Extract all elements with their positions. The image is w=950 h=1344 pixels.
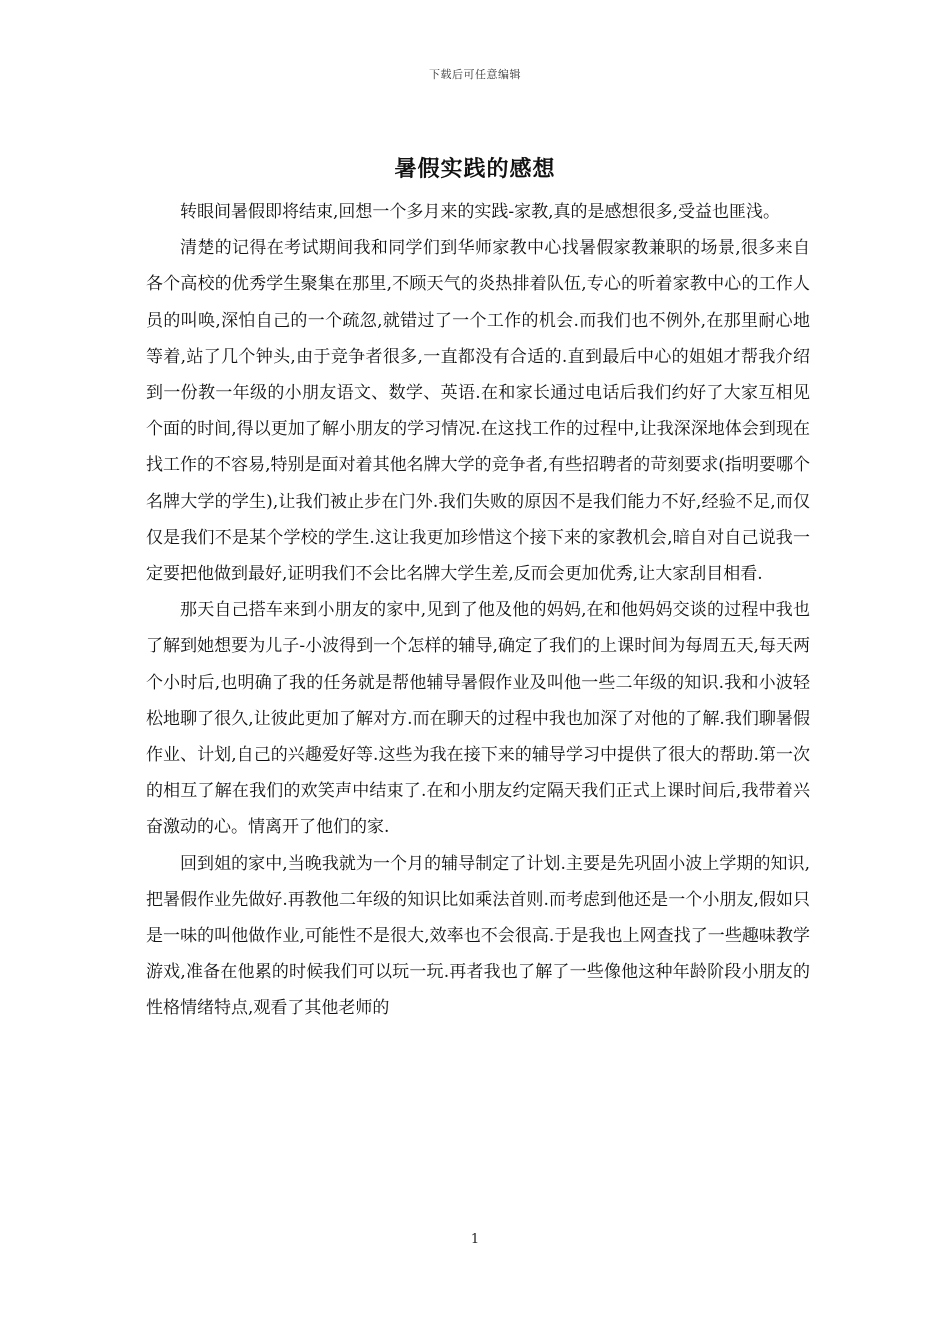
paragraph-2: 清楚的记得在考试期间我和同学们到华师家教中心找暑假家教兼职的场景,很多来自各个高校的优秀学生聚集在那里,不顾天气的炎热排着队伍,专心的听着家教中心的工作人员的叫唤,深怕自己的一个疏忽,就错过了一个工作的机会.而我们也不例外,在那里耐心地等着,站了几个钟头,由于竞争者很多,一直都没有合适的.直到最后中心的姐姐才帮我介绍到一份教一年级的小朋友语文、数学、英语.在和家长通过电话后我们约好了大家互相见个面的时间,得以更加了解小朋友的学习情况.在这找工作的过程中,让我深深地体会到现在找工作的不容易,特别是面对着其他名牌大学的竞争者,有些招聘者的苛刻要求(指明要哪个名牌大学的学生),让我们被止步在门外.我们失败的原因不是我们能力不好,经验不足,而仅仅是我们不是某个学校的学生.这让我更加珍惜这个接下来的家教机会,暗自对自己说我一定要把他做到最好,证明我们不会比名牌大学生差,反而会更加优秀,让大家刮目相看. (146, 238, 810, 585)
document-body (146, 194, 810, 1027)
page-header: 下载后可任意编辑 (429, 68, 521, 81)
page-number: 1 (470, 1232, 480, 1247)
paragraph-1: 转眼间暑假即将结束,回想一个多月来的实践-家教,真的是感想很多,受益也匪浅。 (180, 202, 780, 222)
paragraph-3: 那天自己搭车来到小朋友的家中,见到了他及他的妈妈,在和他妈妈交谈的过程中我也了解到她想要为儿子-小波得到一个怎样的辅导,确定了我们的上课时间为每周五天,每天两个小时后,也明确了我的任务就是帮他辅导暑假作业及叫他一些二年级的知识.我和小波轻松地聊了很久,让彼此更加了解对方.而在聊天的过程中我也加深了对他的了解.我们聊暑假作业、计划,自己的兴趣爱好等.这些为我在接下来的辅导学习中提供了很大的帮助.第一次的相互了解在我们的欢笑声中结束了.在和小朋友约定隔天我们正式上课时间后,我带着兴奋激动的心。情离开了他们的家. (146, 600, 810, 838)
document-title: 暑假实践的感想 (394, 156, 556, 182)
paragraph-4: 回到姐的家中,当晚我就为一个月的辅导制定了计划.主要是先巩固小波上学期的知识,把暑假作业先做好.再教他二年级的知识比如乘法首则.而考虑到他还是一个小朋友,假如只是一味的叫他做作业,可能性不是很大,效率也不会很高.于是我也上网查找了一些趣味教学游戏,准备在他累的时候我们可以玩一玩.再者我也了解了一些像他这种年龄阶段小朋友的性格情绪特点,观看了其他老师的 (146, 853, 810, 1019)
